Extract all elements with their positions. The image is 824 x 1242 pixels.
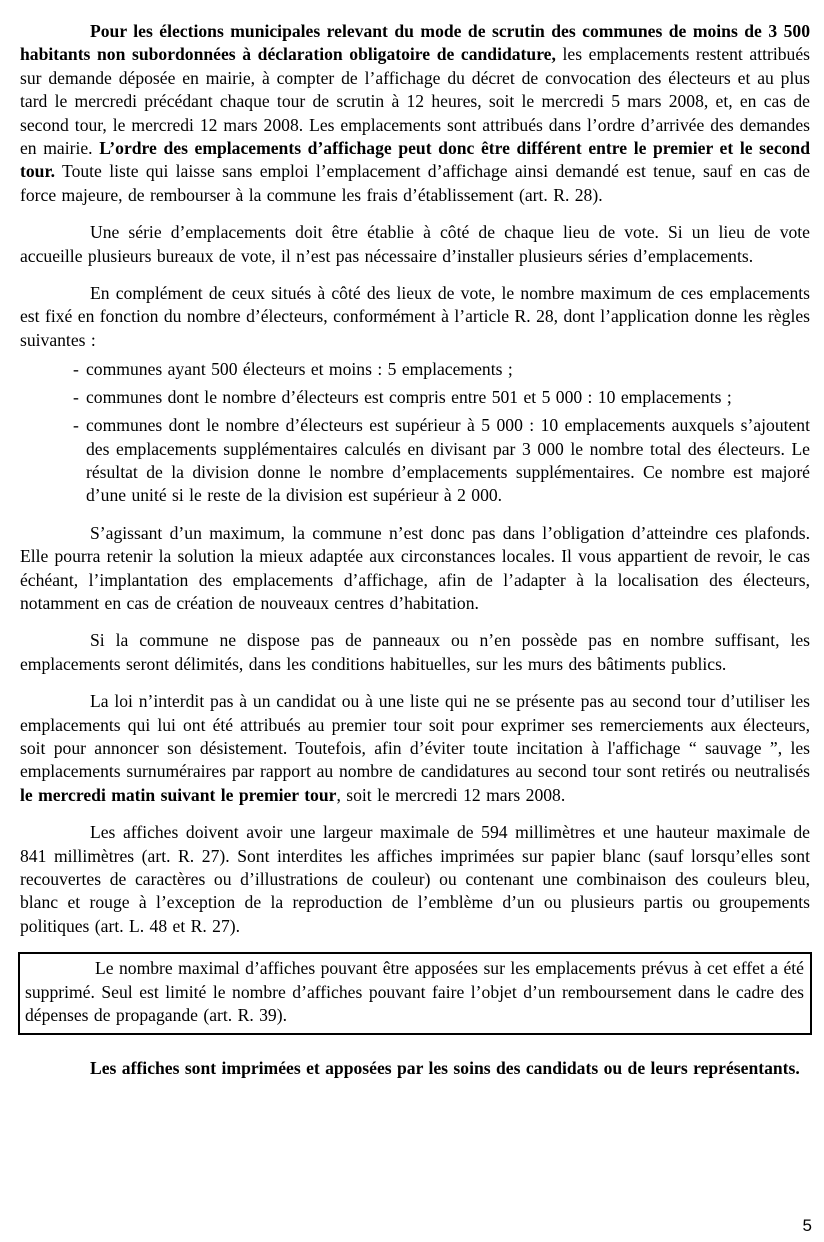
dash-bullet: - xyxy=(73,415,79,436)
paragraph-conclusion-bold: Les affiches sont imprimées et apposées par les soins des candidats ou de leurs représentants. xyxy=(90,1058,800,1079)
paragraph-second-tour xyxy=(20,690,810,807)
framed-note-text: Le nombre maximal d’affiches pouvant être apposées sur les emplacements prévus à cet effet a été supprimé. Seul est limité le nombre d’affiches pouvant faire l’objet d’un remboursement dans le cadre des dépenses de propagande (art. R. 39). xyxy=(25,958,804,1026)
paragraph-nombre-maximum: En complément de ceux situés à côté des lieux de vote, le nombre maximum de ces emplacements est fixé en fonction du nombre d’électeurs, conformément à l’article R. 28, dont l’application donne les règles suivantes : xyxy=(20,283,810,350)
bold-run-ordre: L’ordre des emplacements d’affichage peut donc être différent entre le premier et le second tour. xyxy=(20,138,810,182)
paragraph-panneaux: Si la commune ne dispose pas de panneaux ou n’en possède pas en nombre suffisant, les emplacements seront délimités, dans les conditions habituelles, sur les murs des bâtiments publics. xyxy=(20,630,810,674)
list-item xyxy=(73,386,810,409)
text-run: La loi n’interdit pas à un candidat ou à une liste qui ne se présente pas au second tour d’utiliser les emplacements qui lui ont été attribués au premier tour soit pour exprimer ses remerciements aux électeurs, soit pour annoncer son désistement. Toutefois, afin d’éviter toute incitation à l'affichage “ sauvage ”, les emplacements surnuméraires par rapport au nombre de candidatures au second tour sont retirés ou neutralisés xyxy=(20,691,810,782)
dash-bullet: - xyxy=(73,359,79,380)
paragraph-dimensions-affiches: Les affiches doivent avoir une largeur maximale de 594 millimètres et une hauteur maximale de 841 millimètres (art. R. 27). Sont interdites les affiches imprimées sur papier blanc (sauf lorsqu’elles sont recouvertes de caractères ou d’illustrations de couleur) ou contenant une combinaison des couleurs bleu, blanc et rouge à l’exception de la reproduction de l’emblème d’un ou plusieurs partis ou groupements politiques (art. L. 48 et R. 27). xyxy=(20,822,810,936)
paragraph-attribution-emplacements xyxy=(20,20,810,207)
framed-note xyxy=(18,952,812,1035)
rules-list xyxy=(20,358,810,507)
bold-run-intro: Pour les élections municipales relevant du mode de scrutin des communes de moins de 3 500 habitants non subordonnées à déclaration obligatoire de candidature, xyxy=(20,21,810,65)
text-run: , soit le mercredi 12 mars 2008. xyxy=(336,784,566,805)
list-item-text: communes ayant 500 électeurs et moins : 5 emplacements ; xyxy=(86,359,513,380)
list-item xyxy=(73,358,810,381)
list-item-text: communes dont le nombre d’électeurs est compris entre 501 et 5 000 : 10 emplacements ; xyxy=(86,387,732,408)
bold-run-mercredi: le mercredi matin suivant le premier tour xyxy=(20,784,337,805)
text-run: les emplacements restent attribués sur demande déposée en mairie, à compter de l’affichage du décret de convocation des électeurs et au plus tard le mercredi précédant chaque tour de scrutin à 12 heures, soit le mercredi 5 mars 2008, et, en cas de second tour, le mercredi 12 mars 2008. Les emplacements sont attribués dans l’ordre d’arrivée des demandes en mairie. xyxy=(20,44,811,159)
list-item-text: communes dont le nombre d’électeurs est supérieur à 5 000 : 10 emplacements auxquels s’ajoutent des emplacements supplémentaires calculés en divisant par 3 000 le nombre total des électeurs. Le résultat de la division donne le nombre d’emplacements supplémentaires. Ce nombre est majoré d’une unité si le reste de la division est supérieur à 2 000. xyxy=(86,415,810,506)
dash-bullet: - xyxy=(73,387,79,408)
page-number: 5 xyxy=(802,1216,812,1235)
document-body xyxy=(20,0,810,1095)
text-run: Toute liste qui laisse sans emploi l’emplacement d’affichage ainsi demandé est tenue, sauf en cas de force majeure, de rembourser à la commune les frais d’établissement (art. R. 28). xyxy=(20,161,810,205)
list-item xyxy=(73,414,810,508)
paragraph-serie-emplacements: Une série d’emplacements doit être établie à côté de chaque lieu de vote. Si un lieu de vote accueille plusieurs bureaux de vote, il n’est pas nécessaire d’installer plusieurs séries d’emplacements. xyxy=(20,222,810,266)
paragraph-plafonds: S’agissant d’un maximum, la commune n’est donc pas dans l’obligation d’atteindre ces plafonds. Elle pourra retenir la solution la mieux adaptée aux circonstances locales. Il vous appartient de revoir, le cas échéant, l’implantation des emplacements d’affichage, afin de l’adapter à la localisation des électeurs, notamment en cas de création de nouveaux centres d’habitation. xyxy=(20,522,810,613)
